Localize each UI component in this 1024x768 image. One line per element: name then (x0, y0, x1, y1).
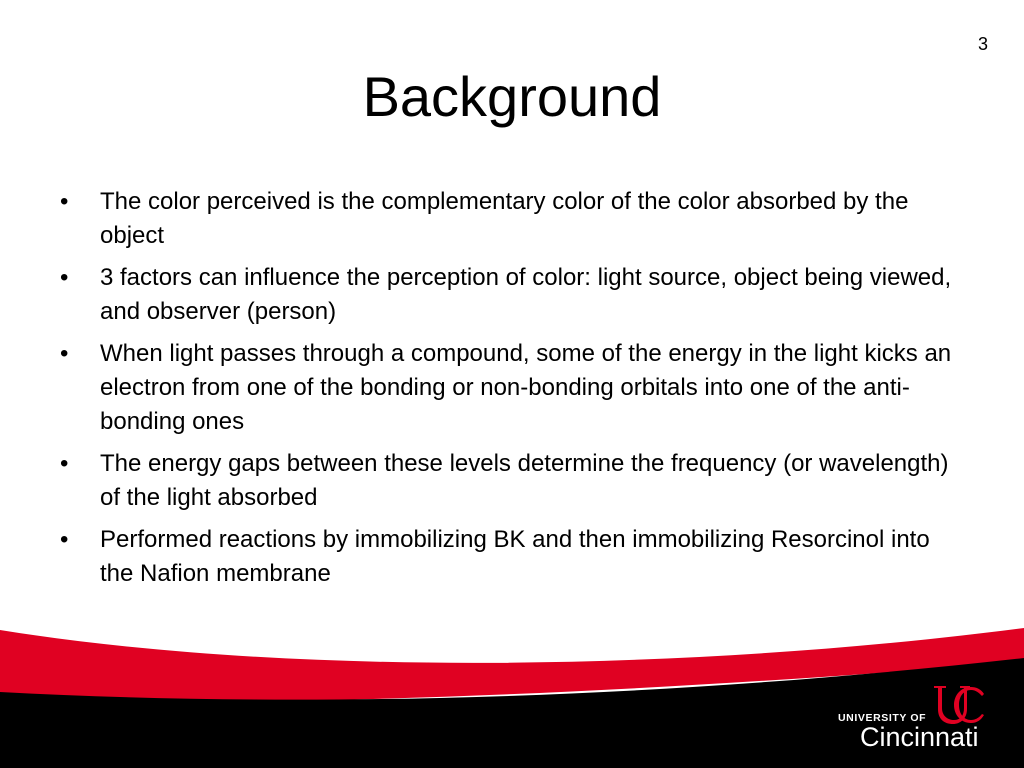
slide-number: 3 (977, 34, 988, 54)
bullet-text: Performed reactions by immobilizing BK and then immobilizing Resorcinol into the Nafion membrane (100, 526, 930, 587)
bullet-text: When light passes through a compound, some of the energy in the light kicks an electron from one of the bonding or non-bonding orbitals into one of the anti-bonding ones (100, 340, 952, 435)
bullet-icon: • (60, 264, 69, 291)
bullet-item (58, 185, 963, 253)
bullet-item (58, 261, 963, 329)
university-logo (838, 684, 998, 756)
logo-university-of: UNIVERSITY OF (838, 712, 927, 724)
bullet-icon: • (60, 188, 69, 215)
bullet-icon: • (60, 526, 69, 553)
bullet-icon: • (60, 450, 69, 477)
bullet-item (58, 447, 963, 515)
bullet-item (58, 523, 963, 591)
bullet-text: The color perceived is the complementary color of the color absorbed by the object (100, 188, 909, 249)
bullet-list (58, 185, 963, 599)
slide-title: Background (362, 65, 662, 128)
uc-monogram-icon (928, 684, 988, 726)
bullet-text: The energy gaps between these levels determine the frequency (or wavelength) of the light absorbed (100, 450, 949, 511)
bullet-item (58, 337, 963, 439)
bullet-text: 3 factors can influence the perception of color: light source, object being viewed, and observer (person) (100, 264, 952, 325)
bullet-icon: • (60, 340, 69, 367)
logo-cincinnati: Cincinnati (860, 722, 979, 752)
